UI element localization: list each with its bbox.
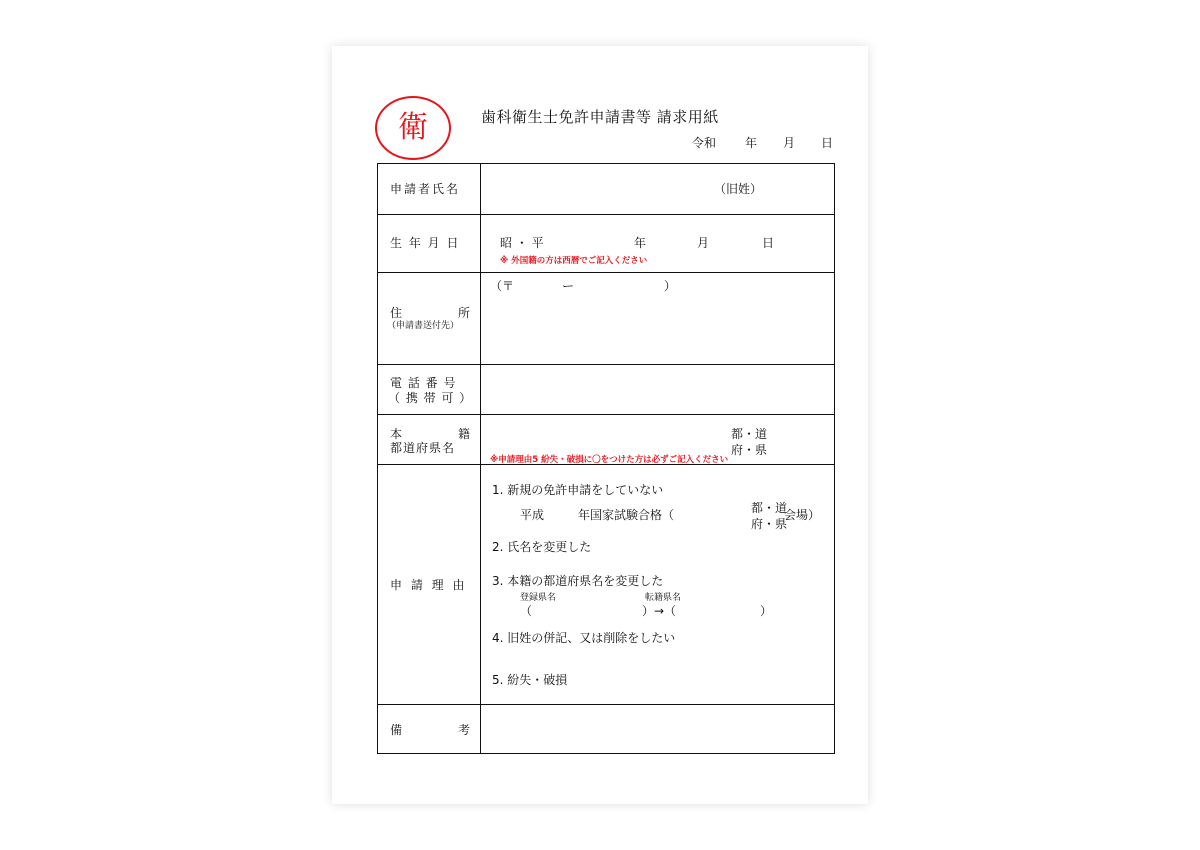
domicile-note: ※申請理由5 紛失・破損に〇をつけた方は必ずご記入ください bbox=[490, 455, 729, 465]
exam-pass: 年国家試験合格（ bbox=[578, 508, 675, 522]
postal-dash: ー bbox=[562, 279, 575, 293]
row-divider bbox=[378, 414, 834, 415]
remarks-label-b: 考 bbox=[458, 723, 471, 737]
postal-open: （〒 bbox=[490, 279, 515, 293]
domicile-pref-bottom: 府・県 bbox=[731, 443, 768, 457]
reason-label: 申 請 理 由 bbox=[390, 578, 465, 592]
phone-label: 電 話 番 号 bbox=[390, 376, 456, 390]
transfer-paren-close: ） bbox=[760, 604, 773, 618]
exam-heisei: 平成 bbox=[520, 508, 545, 522]
address-label-a: 住 bbox=[390, 306, 403, 320]
birth-day: 日 bbox=[762, 236, 775, 250]
birth-note: ※ 外国籍の方は西暦でご記入ください bbox=[500, 256, 648, 266]
date-era: 令和 bbox=[692, 136, 717, 150]
date-day: 日 bbox=[821, 136, 834, 150]
row-divider bbox=[378, 364, 834, 365]
registered-pref-label: 登録県名 bbox=[520, 593, 557, 603]
row-divider bbox=[378, 214, 834, 215]
applicant-name-label: 申請者氏名 bbox=[390, 182, 461, 196]
date-month: 月 bbox=[783, 136, 796, 150]
reason-item-2: 2. 氏名を変更した bbox=[492, 540, 592, 554]
domicile-pref-top: 都・道 bbox=[731, 427, 768, 441]
prefecture-label: 都道府県名 bbox=[390, 441, 456, 455]
birth-year: 年 bbox=[634, 236, 647, 250]
form-title: 歯科衛生士免許申請書等 請求用紙 bbox=[481, 108, 719, 126]
exam-pref-top: 都・道 bbox=[751, 501, 788, 515]
seal-stamp bbox=[375, 96, 451, 160]
application-table bbox=[377, 163, 835, 754]
address-label-b: 所 bbox=[458, 306, 471, 320]
transfer-arrow: ）→（ bbox=[642, 604, 677, 618]
exam-venue: 会場） bbox=[784, 508, 821, 522]
phone-sublabel: （ 携 帯 可 ） bbox=[388, 391, 472, 405]
birth-era: 昭 ・ 平 bbox=[500, 236, 544, 250]
domicile-label-b: 籍 bbox=[458, 427, 471, 441]
date-year: 年 bbox=[745, 136, 758, 150]
transfer-pref-label: 転籍県名 bbox=[645, 593, 682, 603]
exam-pref-bottom: 府・県 bbox=[751, 517, 788, 531]
reason-item-5: 5. 紛失・破損 bbox=[492, 673, 568, 687]
domicile-label-a: 本 bbox=[390, 427, 403, 441]
row-divider bbox=[378, 704, 834, 705]
registered-paren-open: （ bbox=[520, 604, 533, 618]
column-divider bbox=[480, 164, 481, 753]
birthdate-label: 生 年 月 日 bbox=[390, 236, 459, 250]
row-divider bbox=[378, 272, 834, 273]
remarks-label-a: 備 bbox=[390, 723, 403, 737]
postal-close: ） bbox=[664, 279, 677, 293]
birth-month: 月 bbox=[697, 236, 710, 250]
reason-item-4: 4. 旧姓の併記、又は削除をしたい bbox=[492, 631, 676, 645]
reason-item-1: 1. 新規の免許申請をしていない bbox=[492, 483, 664, 497]
address-sublabel: （申請書送付先） bbox=[387, 321, 460, 331]
former-name-label: （旧姓） bbox=[714, 182, 763, 196]
seal-character: 衛 bbox=[398, 110, 428, 145]
reason-item-3: 3. 本籍の都道府県名を変更した bbox=[492, 574, 664, 588]
